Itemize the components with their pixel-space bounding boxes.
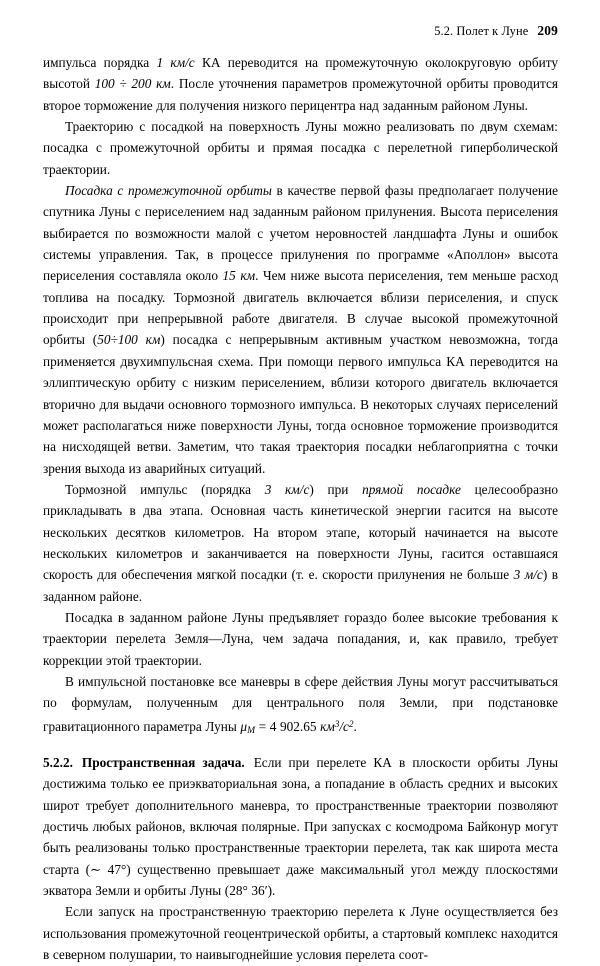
section-title: Пространственная задача. [81, 755, 245, 771]
math-symbol-mu [240, 719, 255, 734]
paragraph-5 [43, 607, 558, 671]
unit-per-second: /с [339, 718, 349, 734]
text-run: . [353, 718, 357, 734]
text-run: Если при перелете КА в плоскости орбиты Луны достижима только ее приэкваториальная зона, а попадание в область средних и высоких широт требует дополнительного маневра, то пространственные траектории позволяют достичь любых районов, включая полярные. При запусках с космодрома Байконур могут быть реализованы только пространственные траектории перелета, так как широта места старта (∼ 47°) существенно превышает даже максимальный угол между плоскостями экватора Земли и орбиты Луны (28° 36′). [43, 755, 559, 899]
mu-glyph: μ [240, 718, 248, 734]
section-spacer [43, 741, 558, 752]
section-number: 5.2.2. [43, 755, 73, 771]
body-text-column [43, 52, 558, 966]
paragraph-4 [43, 479, 558, 607]
italic-run-unit-5: 3 км/с [264, 481, 310, 497]
unit-second-exponent: 2 [348, 718, 354, 729]
paragraph-3 [43, 180, 558, 479]
running-header [43, 22, 558, 40]
text-run: Посадка в заданном районе Луны предъявляет гораздо более высокие требования к траектории перелета Земля—Луна, чем задача попадания, и, как правило, требует коррекции этой траектории. [43, 609, 558, 668]
text-run: Траекторию с посадкой на поверхность Луны можно реализовать по двум схемам: посадка с промежуточной орбиты и прямая посадка с перелетной гиперболической траектории. [43, 119, 558, 177]
text-run: в качестве первой фазы предполагает получение спутника Луны с периселением над заданным районом прилунения. Высота периселения выбирается по возможности малой с учетом неровностей ландшафта Луны и ошибок системы управления. Так, в процессе прилунения по программе «Аполлон» высота периселения составляла около [43, 183, 558, 284]
italic-run-unit-4: 50÷100 км [97, 332, 161, 348]
italic-run-unit-3: 15 км [222, 268, 256, 284]
italic-run-unit-1: 1 км/с [156, 55, 195, 70]
text-run: В импульсной постановке все маневры в сфере действия Луны могут рассчитываться по формулам, полученным для центрального поля Земли, при подстановке гравитационного параметра Луны [43, 673, 558, 734]
italic-run-unit-2: 100 ÷ 200 км [94, 76, 171, 92]
text-run: Если запуск на пространственную траекторию перелета к Луне осуществляется без использования промежуточной геоцентрической орбиты, а стартовый комплекс находится в северном полушарии, то наивыгоднейшие условия перелета соот- [43, 904, 558, 963]
italic-term-direct-landing: прямой посадке [362, 481, 461, 497]
unit-km-exponent: 3 [334, 718, 340, 729]
text-run: . После уточнения параметров промежуточной орбиты проводится второе торможение для получения низкого перицентра над заданным районом Луны. [43, 76, 558, 113]
paragraph-1 [43, 52, 558, 116]
text-run: . Чем ниже высота периселения, тем меньше расход топлива на посадку. Тормозной двигатель включается вблизи периселения, и спуск происходит при непрерывной работе двигателя. В случае высокой промежуточной орбиты ( [43, 268, 558, 348]
equation-value: = 4 902.65 [255, 718, 321, 734]
text-run: КА переводится на промежуточную околокруговую орбиту высотой [43, 55, 558, 92]
text-run: ) посадка с непрерывным активным участком невозможна, тогда применяется двухимпульсная схема. При помощи первого импульса КА переводится на эллиптическую орбиту с низким периселением, вблизи которого двигатель включается вторично для выдачи основного тормозного импульса. В некоторых случаях периселений может располагаться ниже поверхности Луны, тогда основное торможение производится на нисходящей ветви. Заметим, что такая траектория посадки неблагоприятна с точки зрения выхода из аварийных ситуаций. [43, 332, 558, 476]
section-5-2-2 [43, 752, 558, 901]
page-number: 209 [537, 23, 558, 38]
mu-subscript: M [247, 724, 256, 736]
paragraph-2 [43, 116, 558, 180]
text-run: импульса порядка [43, 55, 157, 70]
running-header-title: 5.2. Полет к Луне [434, 24, 529, 38]
text-run: Тормозной импульс (порядка [65, 481, 265, 497]
text-run: ) при [309, 481, 363, 497]
text-run: ) в заданном районе. [43, 567, 559, 604]
paragraph-6 [43, 671, 558, 741]
italic-lead-in: Посадка с промежуточной орбиты [65, 183, 272, 199]
italic-run-unit-6: 3 м/с [513, 567, 543, 583]
paragraph-8 [43, 901, 558, 965]
text-run: целесообразно прикладывать в два этапа. Основная часть кинетической энергии гасится на высоте нескольких десятков километров. На втором этапе, который начинается на высоте нескольких километров и заканчивается на поверхности Луны, гасится оставшаяся скорость для обеспечения мягкой посадки (т. е. скорости прилунения не больше [43, 481, 558, 583]
unit-km: км [320, 718, 335, 734]
